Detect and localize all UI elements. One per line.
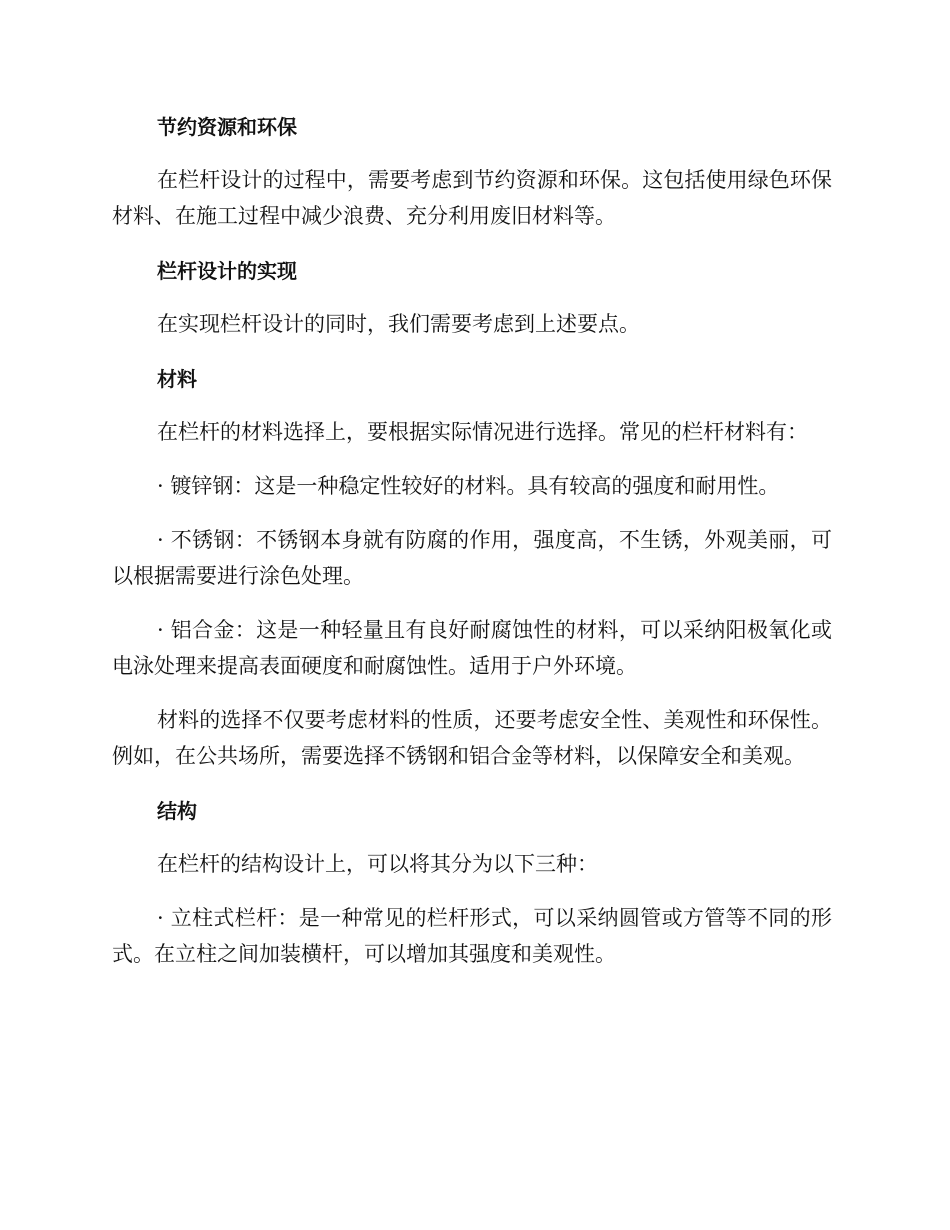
list-item-stainless-steel: · 不锈钢：不锈钢本身就有防腐的作用，强度高，不生锈，外观美丽，可以根据需要进行涂色处理。	[112, 528, 832, 588]
list-item-column-railing: · 立柱式栏杆：是一种常见的栏杆形式，可以采纳圆管或方管等不同的形式。在立柱之间加装横杆，可以增加其强度和美观性。	[112, 906, 832, 966]
document-page	[112, 108, 832, 972]
paragraph-resource-saving: 在栏杆设计的过程中，需要考虑到节约资源和环保。这包括使用绿色环保材料、在施工过程中减少浪费、充分利用废旧材料等。	[112, 168, 832, 228]
section-heading-materials: 材料	[157, 367, 197, 391]
paragraph-materials-intro: 在栏杆的材料选择上，要根据实际情况进行选择。常见的栏杆材料有：	[157, 420, 808, 444]
list-item-galvanized-steel: · 镀锌钢：这是一种稳定性较好的材料。具有较高的强度和耐用性。	[157, 474, 780, 498]
list-item-aluminum-alloy: · 铝合金：这是一种轻量且有良好耐腐蚀性的材料，可以采纳阳极氧化或电泳处理来提高表面硬度和耐腐蚀性。适用于户外环境。	[112, 618, 832, 678]
paragraph-materials-summary: 材料的选择不仅要考虑材料的性质，还要考虑安全性、美观性和环保性。例如，在公共场所，需要选择不锈钢和铝合金等材料，以保障安全和美观。	[112, 708, 832, 768]
section-heading-implementation: 栏杆设计的实现	[157, 259, 297, 283]
paragraph-implementation: 在实现栏杆设计的同时，我们需要考虑到上述要点。	[157, 312, 640, 336]
paragraph-structure-intro: 在栏杆的结构设计上，可以将其分为以下三种：	[157, 852, 598, 876]
section-heading-structure: 结构	[157, 799, 197, 823]
section-heading-resource-saving: 节约资源和环保	[157, 115, 297, 139]
